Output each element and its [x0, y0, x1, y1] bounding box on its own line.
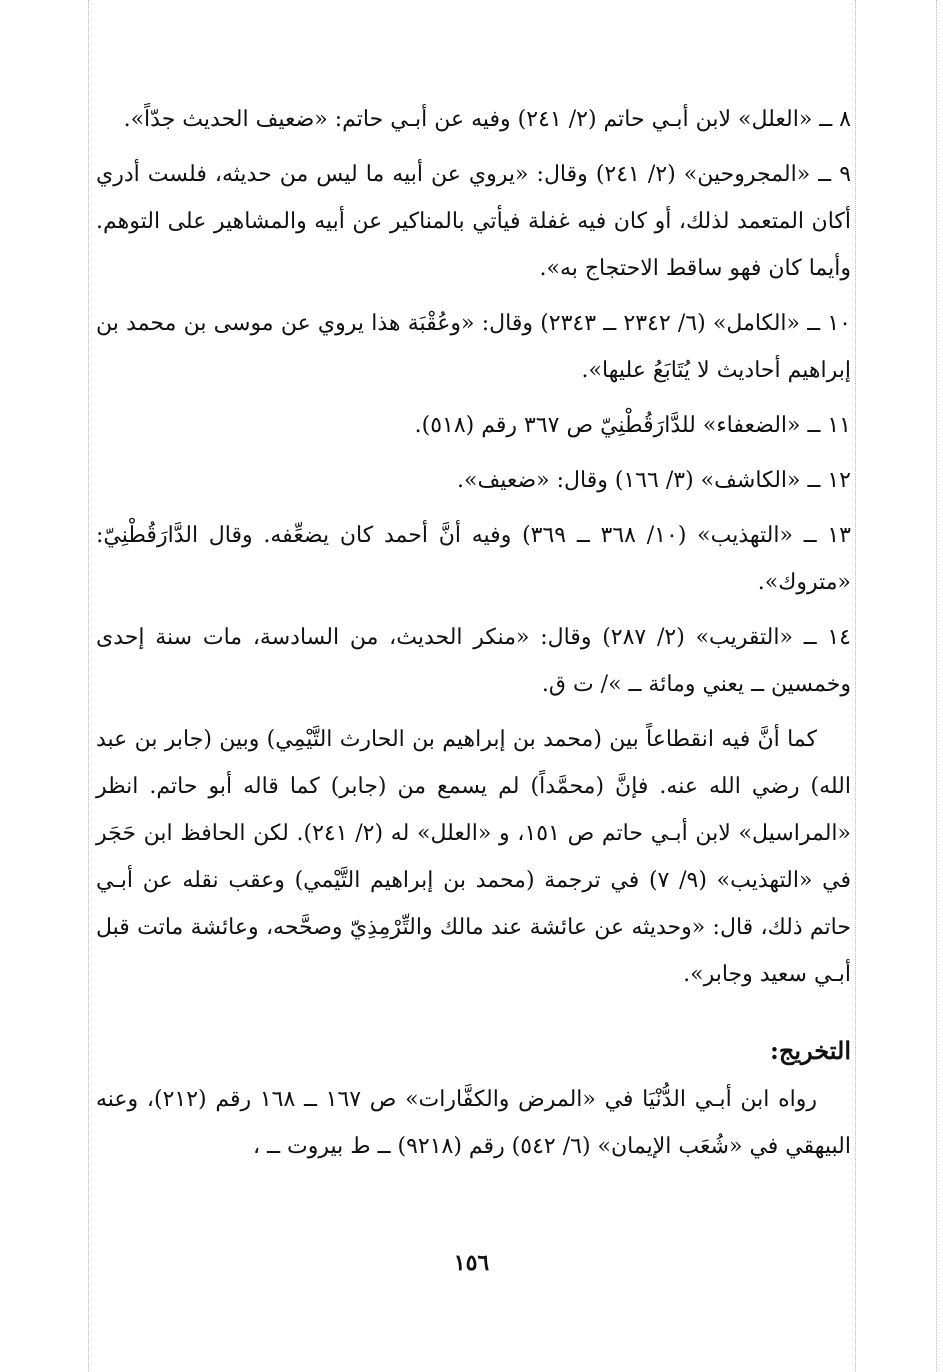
section-heading-takhrij: التخريج:	[770, 1036, 851, 1065]
footnote-entry-14: ١٤ ــ «التقريب» (٢/ ٢٨٧) وقال: «منكر الحديث، من السادسة، مات سنة إحدى وخمسين ــ يعني ومائة ــ »/ ت ق.	[96, 625, 851, 697]
footnote-entry-8: ٨ ــ «العلل» لابن أبـي حاتم (٢/ ٢٤١) وفيه عن أبـي حاتم: «ضعيف الحديث جدّاً».	[123, 107, 851, 132]
footnote-entry-11: ١١ ــ «الضعفاء» للدَّارَقُطْنِيّ ص ٣٦٧ رقم (٥١٨).	[414, 413, 851, 438]
page-body	[96, 96, 851, 1178]
footnote-entry-10: ١٠ ــ «الكامل» (٦/ ٢٣٤٢ ــ ٢٣٤٣) وقال: «وعُقْبَة هذا يروي عن موسى بن محمد بن إبراهيم أحاديث لا يُتَابَعُ عليها».	[96, 311, 851, 383]
margin-guide-edge	[936, 0, 937, 1372]
commentary-paragraph: كما أنَّ فيه انقطاعاً بين (محمد بن إبراهيم بن الحارث التَّيْمِي) وبين (جابر بن عبد الله) رضي الله عنه. فإنَّ (محمَّداً) لم يسمع من (جابر) كما قاله أبو حاتم. انظر «المراسيل» لابن أبـي حاتم ص ١٥١، و «العلل» له (٢/ ٢٤١). لكن الحافظ ابن حَجَر في «التهذيب» (٩/ ٧) في ترجمة (محمد بن إبراهيم التَّيْمي) وعقب نقله عن أبـي حاتم ذلك، قال: «وحديثه عن عائشة عند مالك والتِّرْمِذِيّ وصحَّحه، وعائشة ماتت قبل أبـي سعيد وجابر».	[96, 727, 851, 987]
page-number: ١٥٦	[453, 1250, 490, 1276]
margin-guide-left	[88, 0, 89, 1372]
margin-guide-right	[855, 0, 856, 1372]
footnote-entry-9: ٩ ــ «المجروحين» (٢/ ٢٤١) وقال: «يروي عن أبيه ما ليس من حديثه، فلست أدري أكان المتعمد لذلك، أو كان فيه غفلة فيأتي بالمناكير عن أبيه والمشاهير على التوهم. وأيما كان فهو ساقط الاحتجاج به».	[96, 162, 852, 281]
footnote-entry-13: ١٣ ــ «التهذيب» (١٠/ ٣٦٨ ــ ٣٦٩) وفيه أنَّ أحمد كان يضعِّفه. وقال الدَّارَقُطْنِيّ: «متروك».	[96, 523, 851, 595]
takhrij-paragraph: رواه ابن أبـي الدُّنْيَا في «المرض والكفَّارات» ص ١٦٧ ــ ١٦٨ رقم (٢١٢)، وعنه البيهقي في «شُعَب الإيمان» (٦/ ٥٤٢) رقم (٩٢١٨) ــ ط بيروت ــ ،	[96, 1087, 851, 1159]
footnote-entry-12: ١٢ ــ «الكاشف» (٣/ ١٦٦) وقال: «ضعيف».	[456, 468, 851, 493]
